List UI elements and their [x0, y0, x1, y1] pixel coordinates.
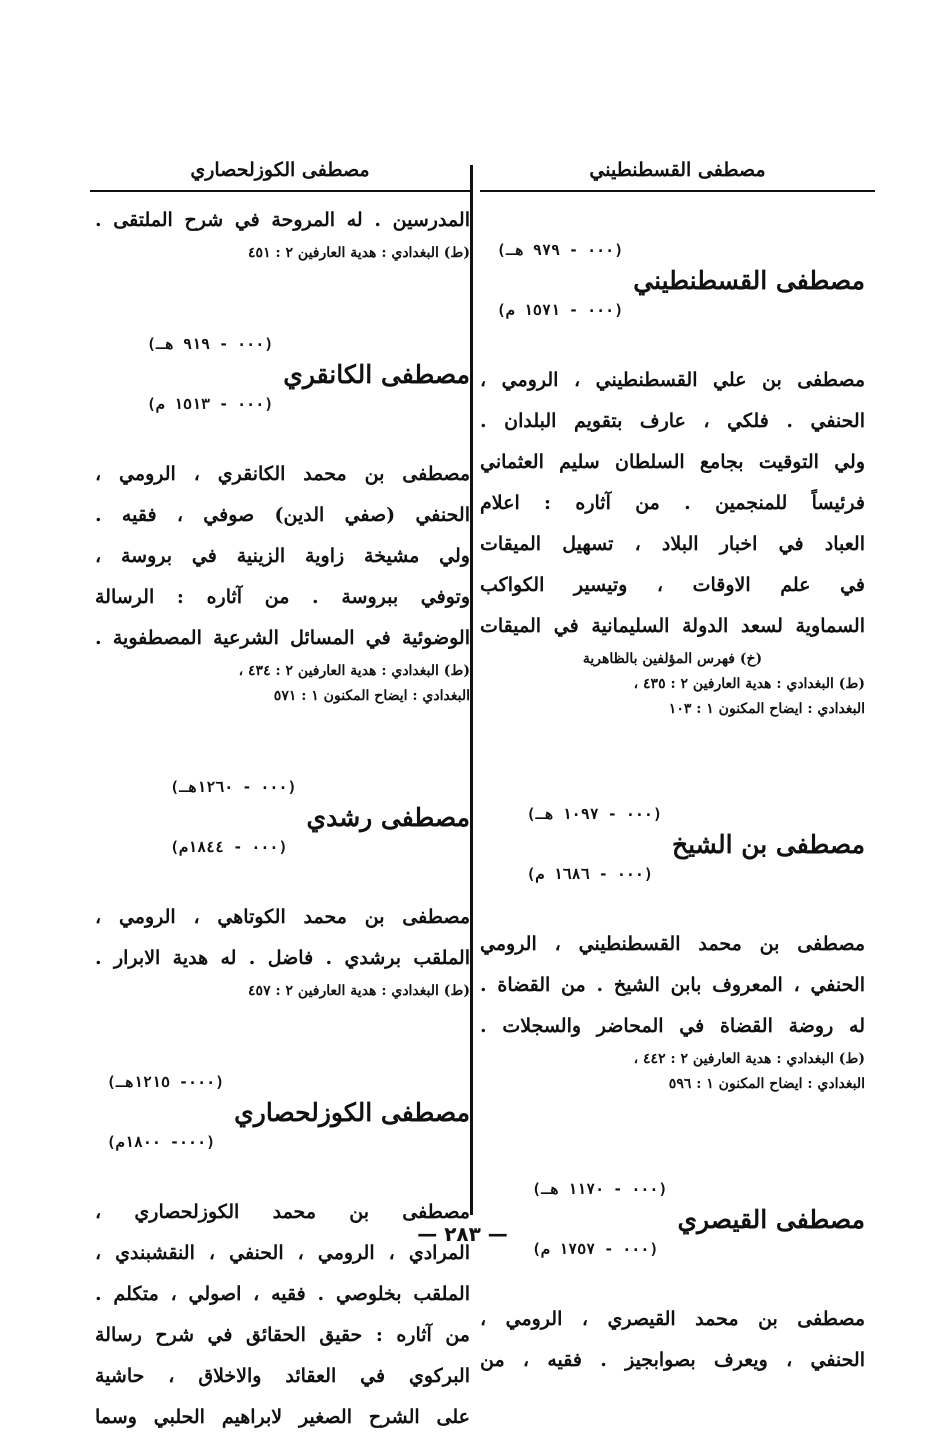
- hijri-date: (٠٠٠ - ١٢٦٠هـ): [170, 778, 297, 796]
- source-reference: (ط) البغدادي : هدية العارفين ٢ : ٤٥١: [248, 245, 470, 261]
- entry-qustantini: [480, 200, 865, 722]
- source-reference: (ط) البغدادي : هدية العارفين ٢ : ٤٣٥ ،: [633, 676, 865, 692]
- source-reference: البغدادي : ايضاح المكنون ١ : ١٠٣: [668, 701, 865, 717]
- left-running-header: مصطفى الكوزلحصاري: [90, 150, 470, 192]
- entry-heading: [95, 737, 470, 897]
- entry-ibn-al-shaykh: [480, 764, 865, 1097]
- gregorian-date: (٠٠٠ - ١٥٧١ م): [496, 301, 624, 319]
- source-reference: (خ) فهرس المؤلفين بالظاهرية: [582, 651, 763, 667]
- text-line: البركوي في العقائد والاخلاق ، حاشية: [95, 1365, 470, 1387]
- text-line: الملقب برشدي . فاضل . له هدية الابرار .: [95, 947, 470, 969]
- text-line: في علم الاوقات ، وتيسير الكواكب: [480, 574, 865, 596]
- text-line: مصطفى بن محمد القسطنطيني ، الرومي: [480, 933, 865, 955]
- source-reference: البغدادي : ايضاح المكنون ١ : ٥٧١: [273, 688, 470, 704]
- gregorian-date: (٠٠٠ - ١٦٨٦ م): [526, 865, 653, 883]
- gregorian-date: (٠٠٠- ١٨٠٠م): [106, 1133, 216, 1151]
- entry-dates: [532, 1139, 667, 1299]
- hijri-date: (٠٠٠ - ١٠٩٧ هـ): [526, 805, 662, 823]
- hijri-date: (٠٠٠ - ٩١٩ هـ): [146, 335, 274, 353]
- entry-dates: [527, 764, 662, 924]
- text-line: من آثاره : حقيق الحقائق في شرح رسالة: [95, 1324, 470, 1346]
- text-line: السماوية لسعد الدولة السليمانية في الميقات: [480, 615, 865, 637]
- entry-dates: [170, 737, 296, 897]
- entry-name: مصطفى القيصري: [677, 1204, 865, 1234]
- hijri-date: (٠٠٠ - ٩٧٩ هـ): [496, 241, 624, 259]
- entry-dates: [147, 294, 273, 454]
- text-line: العباد في اخبار البلاد ، تسهيل الميقات: [480, 533, 865, 555]
- text-line: المرادي ، الرومي ، الحنفي ، النقشبندي ،: [95, 1242, 470, 1264]
- text-line: مصطفى بن محمد الكوتاهي ، الرومي ،: [95, 906, 470, 928]
- entry-dates: [497, 200, 623, 360]
- right-running-header: مصطفى القسطنطيني: [480, 150, 875, 192]
- text-line: المدرسين . له المروحة في شرح الملتقى .: [95, 209, 470, 231]
- source-reference: البغدادي : ايضاح المكنون ١ : ٥٩٦: [668, 1076, 865, 1092]
- page-number: — ٢٨٣ —: [417, 1222, 508, 1246]
- entry-heading: [95, 294, 470, 454]
- entry-name: مصطفى الكانقري: [283, 359, 470, 389]
- entry-heading: [95, 1032, 470, 1192]
- text-line: الوضوئية في المسائل الشرعية المصطفوية .: [95, 627, 470, 649]
- entry-heading: [480, 200, 865, 360]
- text-line: مصطفى بن محمد القيصري ، الرومي ،: [480, 1308, 865, 1330]
- column-divider: [470, 165, 473, 1215]
- text-line: ولي التوقيت بجامع السلطان سليم العثماني: [480, 451, 865, 473]
- text-line: على الشرح الصغير لابراهيم الحلبي وسما: [95, 1406, 470, 1428]
- entry-name: مصطفى الكوزلحصاري: [234, 1097, 470, 1127]
- entry-kanqari: [95, 294, 470, 709]
- text-line: الملقب بخلوصي . فقيه ، اصولي ، متكلم .: [95, 1283, 470, 1305]
- source-reference: (ط) البغدادي : هدية العارفين ٢ : ٤٤٢ ،: [633, 1051, 865, 1067]
- entry-name: مصطفى رشدي: [306, 802, 470, 832]
- gregorian-date: (٠٠٠ - ١٨٤٤م): [170, 838, 288, 856]
- gregorian-date: (٠٠٠ - ١٧٥٧ م): [531, 1240, 659, 1258]
- text-line: الحنفي (صفي الدين) صوفي ، فقيه .: [95, 504, 470, 526]
- source-reference: (ط) البغدادي : هدية العارفين ٢ : ٤٣٤ ،: [238, 663, 470, 679]
- entry-heading: [480, 1139, 865, 1299]
- text-line: الحنفي ، المعروف بابن الشيخ . من القضاة .: [480, 974, 865, 996]
- source-reference: (ط) البغدادي : هدية العارفين ٢ : ٤٥٧: [248, 983, 470, 999]
- entry-heading: [480, 764, 865, 924]
- right-column: [480, 150, 865, 1381]
- text-line: الحنفي . فلكي ، عارف بتقويم البلدان .: [480, 410, 865, 432]
- text-line: ولي مشيخة زاوية الزينية في بروسة ،: [95, 545, 470, 567]
- entry-qaysari: [480, 1139, 865, 1381]
- text-line: فرئيساً للمنجمين . من آثاره : اعلام: [480, 492, 865, 514]
- hijri-date: (٠٠٠ - ١١٧٠ هـ): [531, 1180, 668, 1198]
- text-line: وتوفي ببروسة . من آثاره : الرسالة: [95, 586, 470, 608]
- text-line: مصطفى بن محمد الكوزلحصاري ،: [95, 1201, 470, 1223]
- gregorian-date: (٠٠٠ - ١٥١٣ م): [146, 395, 274, 413]
- text-line: له روضة القضاة في المحاضر والسجلات .: [480, 1015, 865, 1037]
- hijri-date: (٠٠٠- ١٢١٥هـ): [106, 1073, 225, 1091]
- entry-continuation: [95, 200, 470, 266]
- entry-dates: [107, 1032, 224, 1192]
- text-line: الحنفي ، ويعرف بصوابجيز . فقيه ، من: [480, 1349, 865, 1371]
- entry-name: مصطفى القسطنطيني: [633, 265, 865, 295]
- entry-name: مصطفى بن الشيخ: [671, 829, 865, 859]
- text-line: مصطفى بن محمد الكانقري ، الرومي ،: [95, 463, 470, 485]
- text-line: مصطفى بن علي القسطنطيني ، الرومي ،: [480, 369, 865, 391]
- entry-rushdi: [95, 737, 470, 1004]
